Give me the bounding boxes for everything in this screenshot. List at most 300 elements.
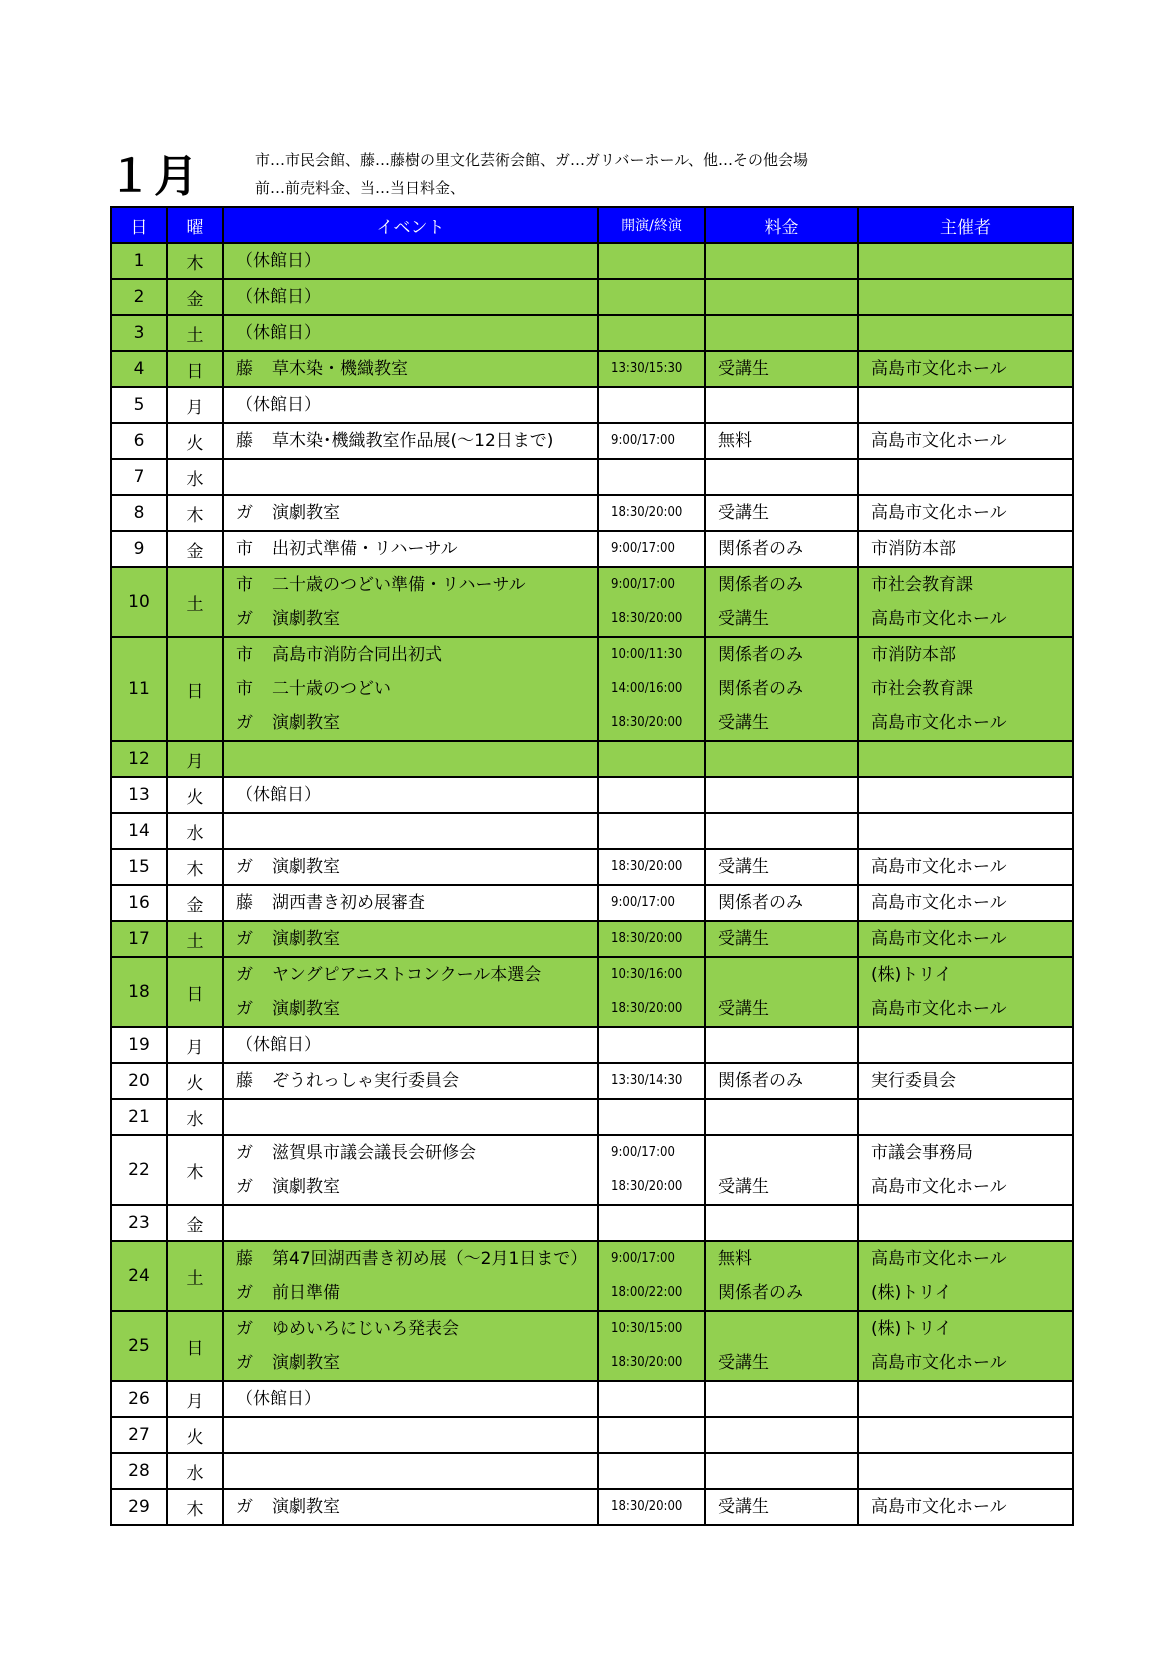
- venue-code: 藤: [236, 1071, 253, 1091]
- weekday-cell: 火: [167, 1417, 223, 1453]
- time-line: 13:30/14:30: [611, 1073, 683, 1088]
- time-line: 10:30/15:00: [611, 1321, 683, 1336]
- day-cell: 28: [111, 1453, 167, 1489]
- fee-line: [706, 742, 857, 776]
- weekday-cell: 木: [167, 1489, 223, 1525]
- fee-line: 受講生: [718, 929, 769, 949]
- venue-code: ガ: [236, 929, 253, 949]
- fee-line: [706, 1418, 857, 1452]
- event-cell: [223, 567, 598, 637]
- weekday-cell: 土: [167, 921, 223, 957]
- organizer-cell: [858, 813, 1073, 849]
- event-cell: [223, 1489, 598, 1525]
- weekday-cell: 金: [167, 531, 223, 567]
- event-name: ヤングピアニストコンクール本選会: [272, 965, 542, 985]
- time-line: 10:00/11:30: [611, 647, 683, 662]
- event-cell: [223, 1381, 598, 1417]
- time-cell: [598, 1099, 705, 1135]
- header-event: イベント: [223, 207, 598, 243]
- time-cell: [598, 921, 705, 957]
- event-line: [224, 922, 597, 956]
- fee-cell: [705, 243, 858, 279]
- organizer-cell: [858, 1063, 1073, 1099]
- time-line: 18:30/20:00: [611, 931, 683, 946]
- table-row: [111, 849, 1073, 885]
- day-cell: 4: [111, 351, 167, 387]
- time-line: 18:30/20:00: [611, 1355, 683, 1370]
- event-cell: [223, 1135, 598, 1205]
- organizer-line: (株)トリイ: [871, 1319, 952, 1339]
- fee-cell: [705, 423, 858, 459]
- weekday-cell: 火: [167, 1063, 223, 1099]
- event-name: 湖西書き初め展審査: [272, 893, 425, 913]
- venue-code: ガ: [236, 1283, 253, 1303]
- day-cell: 7: [111, 459, 167, 495]
- fee-cell: [705, 1135, 858, 1205]
- time-cell: [598, 423, 705, 459]
- time-cell: [598, 1311, 705, 1381]
- time-cell: [598, 1381, 705, 1417]
- organizer-line: (株)トリイ: [871, 965, 952, 985]
- event-line: [224, 460, 597, 494]
- time-line: 18:30/20:00: [611, 1179, 683, 1194]
- event-line: [224, 1490, 597, 1524]
- header-day: 日: [111, 207, 167, 243]
- event-line: [224, 778, 597, 812]
- fee-cell: [705, 1063, 858, 1099]
- event-name: 演劇教室: [272, 609, 340, 629]
- table-row: [111, 351, 1073, 387]
- weekday-cell: 日: [167, 957, 223, 1027]
- weekday-cell: 土: [167, 567, 223, 637]
- event-name: 高島市消防合同出初式: [272, 645, 442, 665]
- organizer-cell: [858, 387, 1073, 423]
- table-row: [111, 1311, 1073, 1381]
- event-cell: [223, 531, 598, 567]
- header-fee: 料金: [705, 207, 858, 243]
- time-line: 18:30/20:00: [611, 505, 683, 520]
- event-line: [224, 1028, 597, 1062]
- weekday-cell: 火: [167, 423, 223, 459]
- event-name: 演劇教室: [272, 1177, 340, 1197]
- venue-code: ガ: [236, 503, 253, 523]
- organizer-line: 高島市文化ホール: [871, 1353, 1007, 1373]
- time-line: 14:00/16:00: [611, 681, 683, 696]
- fee-cell: [705, 849, 858, 885]
- table-row: [111, 315, 1073, 351]
- organizer-cell: [858, 741, 1073, 777]
- organizer-cell: [858, 459, 1073, 495]
- organizer-cell: [858, 531, 1073, 567]
- organizer-line: 高島市文化ホール: [871, 857, 1007, 877]
- organizer-cell: [858, 1311, 1073, 1381]
- time-line: [599, 1418, 704, 1452]
- organizer-line: [859, 742, 1072, 776]
- time-line: 18:30/20:00: [611, 611, 683, 626]
- time-line: 9:00/17:00: [611, 1251, 675, 1266]
- time-cell: [598, 777, 705, 813]
- table-row: [111, 531, 1073, 567]
- event-line: [224, 992, 597, 1026]
- organizer-cell: [858, 777, 1073, 813]
- table-row: [111, 921, 1073, 957]
- fee-cell: [705, 637, 858, 741]
- fee-cell: [705, 813, 858, 849]
- organizer-line: [859, 1382, 1072, 1416]
- table-row: [111, 885, 1073, 921]
- time-line: 9:00/17:00: [611, 433, 675, 448]
- organizer-cell: [858, 1135, 1073, 1205]
- event-cell: [223, 777, 598, 813]
- event-cell: [223, 459, 598, 495]
- time-cell: [598, 315, 705, 351]
- event-line: [224, 352, 597, 386]
- event-line: [224, 424, 597, 458]
- fee-line: [706, 778, 857, 812]
- event-name: 滋賀県市議会議長会研修会: [272, 1143, 476, 1163]
- time-cell: [598, 459, 705, 495]
- organizer-cell: [858, 957, 1073, 1027]
- fee-cell: [705, 531, 858, 567]
- event-line: [224, 706, 597, 740]
- time-cell: [598, 885, 705, 921]
- event-cell: [223, 423, 598, 459]
- organizer-line: 高島市文化ホール: [871, 503, 1007, 523]
- weekday-cell: 月: [167, 387, 223, 423]
- time-cell: [598, 243, 705, 279]
- day-cell: 1: [111, 243, 167, 279]
- table-row: [111, 459, 1073, 495]
- organizer-cell: [858, 1453, 1073, 1489]
- venue-code: ガ: [236, 999, 253, 1019]
- event-name: 演劇教室: [272, 999, 340, 1019]
- fee-line: [706, 316, 857, 350]
- legend-venues: 市…市民会館、藤…藤樹の里文化芸術会館、ガ…ガリバーホール、他…その他会場: [255, 151, 809, 169]
- weekday-cell: 金: [167, 279, 223, 315]
- event-cell: [223, 315, 598, 351]
- event-cell: [223, 1027, 598, 1063]
- event-line: [224, 568, 597, 602]
- event-line: [224, 1136, 597, 1170]
- time-cell: [598, 1063, 705, 1099]
- weekday-cell: 土: [167, 1241, 223, 1311]
- organizer-line: [859, 460, 1072, 494]
- fee-cell: [705, 387, 858, 423]
- fee-line: 受講生: [718, 609, 769, 629]
- time-cell: [598, 531, 705, 567]
- event-cell: [223, 885, 598, 921]
- event-line: [224, 280, 597, 314]
- fee-line: [706, 1382, 857, 1416]
- time-line: 18:30/20:00: [611, 859, 683, 874]
- time-cell: [598, 637, 705, 741]
- fee-line: 無料: [718, 431, 752, 451]
- event-cell: [223, 1205, 598, 1241]
- event-name: 二十歳のつどい: [272, 679, 391, 699]
- fee-cell: [705, 351, 858, 387]
- event-line: [224, 1312, 597, 1346]
- event-cell: [223, 1241, 598, 1311]
- event-line: [224, 886, 597, 920]
- organizer-line: [859, 280, 1072, 314]
- organizer-line: [859, 814, 1072, 848]
- event-cell: [223, 387, 598, 423]
- time-line: [599, 778, 704, 812]
- event-line: [224, 1064, 597, 1098]
- time-line: [599, 244, 704, 278]
- venue-code: 市: [236, 539, 253, 559]
- event-cell: [223, 849, 598, 885]
- event-name: （休館日）: [236, 1389, 321, 1409]
- fee-line: 受講生: [718, 713, 769, 733]
- venue-code: 市: [236, 679, 253, 699]
- day-cell: 29: [111, 1489, 167, 1525]
- organizer-cell: [858, 1417, 1073, 1453]
- event-name: （休館日）: [236, 251, 321, 271]
- organizer-cell: [858, 1205, 1073, 1241]
- day-cell: 19: [111, 1027, 167, 1063]
- event-cell: [223, 741, 598, 777]
- day-cell: 21: [111, 1099, 167, 1135]
- event-line: [224, 1454, 597, 1488]
- table-body: [111, 243, 1073, 1525]
- time-cell: [598, 849, 705, 885]
- table-row: [111, 1027, 1073, 1063]
- fee-cell: [705, 741, 858, 777]
- fee-line: [706, 958, 857, 992]
- fee-line: 関係者のみ: [718, 575, 803, 595]
- event-line: [224, 672, 597, 706]
- fee-cell: [705, 1205, 858, 1241]
- weekday-cell: 日: [167, 637, 223, 741]
- weekday-cell: 木: [167, 849, 223, 885]
- legend: [255, 146, 808, 202]
- header-weekday: 曜: [167, 207, 223, 243]
- time-line: 18:30/20:00: [611, 1499, 683, 1514]
- event-name: 演劇教室: [272, 713, 340, 733]
- day-cell: 10: [111, 567, 167, 637]
- time-line: 18:00/22:00: [611, 1285, 683, 1300]
- event-line: [224, 1100, 597, 1134]
- fee-cell: [705, 279, 858, 315]
- day-cell: 8: [111, 495, 167, 531]
- organizer-cell: [858, 243, 1073, 279]
- weekday-cell: 木: [167, 1135, 223, 1205]
- organizer-line: [859, 244, 1072, 278]
- organizer-cell: [858, 885, 1073, 921]
- fee-line: [706, 1136, 857, 1170]
- day-cell: 3: [111, 315, 167, 351]
- time-cell: [598, 1453, 705, 1489]
- table-row: [111, 1205, 1073, 1241]
- venue-code: ガ: [236, 1143, 253, 1163]
- event-line: [224, 814, 597, 848]
- event-cell: [223, 1417, 598, 1453]
- organizer-line: [859, 1206, 1072, 1240]
- weekday-cell: 木: [167, 243, 223, 279]
- fee-line: 受講生: [718, 857, 769, 877]
- event-name: 二十歳のつどい準備・リハーサル: [272, 575, 526, 595]
- organizer-cell: [858, 423, 1073, 459]
- table-row: [111, 243, 1073, 279]
- organizer-cell: [858, 315, 1073, 351]
- venue-code: ガ: [236, 713, 253, 733]
- day-cell: 16: [111, 885, 167, 921]
- table-row: [111, 1063, 1073, 1099]
- event-line: [224, 958, 597, 992]
- event-name: 第47回湖西書き初め展（～2月1日まで）: [272, 1249, 588, 1269]
- fee-line: 関係者のみ: [718, 539, 803, 559]
- table-row: [111, 279, 1073, 315]
- fee-cell: [705, 1417, 858, 1453]
- day-cell: 23: [111, 1205, 167, 1241]
- event-name: （休館日）: [236, 323, 321, 343]
- venue-code: ガ: [236, 1319, 253, 1339]
- event-line: [224, 850, 597, 884]
- header-time: 開演/終演: [598, 207, 705, 243]
- time-cell: [598, 1135, 705, 1205]
- weekday-cell: 金: [167, 1205, 223, 1241]
- event-name: 前日準備: [272, 1283, 340, 1303]
- event-cell: [223, 351, 598, 387]
- weekday-cell: 月: [167, 1381, 223, 1417]
- fee-cell: [705, 921, 858, 957]
- event-line: [224, 1170, 597, 1204]
- table-row: [111, 1489, 1073, 1525]
- fee-line: [706, 244, 857, 278]
- fee-line: 受講生: [718, 1353, 769, 1373]
- event-cell: [223, 243, 598, 279]
- time-line: [599, 316, 704, 350]
- organizer-line: 市消防本部: [871, 539, 956, 559]
- table-row: [111, 957, 1073, 1027]
- time-line: 9:00/17:00: [611, 1145, 675, 1160]
- event-line: [224, 244, 597, 278]
- table-row: [111, 495, 1073, 531]
- fee-cell: [705, 777, 858, 813]
- day-cell: 26: [111, 1381, 167, 1417]
- event-cell: [223, 279, 598, 315]
- organizer-cell: [858, 1099, 1073, 1135]
- venue-code: ガ: [236, 1177, 253, 1197]
- time-line: [599, 1454, 704, 1488]
- organizer-line: 実行委員会: [871, 1071, 956, 1091]
- organizer-line: 高島市文化ホール: [871, 929, 1007, 949]
- fee-cell: [705, 1311, 858, 1381]
- day-cell: 14: [111, 813, 167, 849]
- event-line: [224, 1242, 597, 1276]
- fee-line: [706, 460, 857, 494]
- table-row: [111, 637, 1073, 741]
- day-cell: 6: [111, 423, 167, 459]
- event-name: 演劇教室: [272, 503, 340, 523]
- time-line: [599, 1382, 704, 1416]
- organizer-cell: [858, 1489, 1073, 1525]
- event-cell: [223, 1453, 598, 1489]
- event-line: [224, 1276, 597, 1310]
- time-line: [599, 460, 704, 494]
- organizer-line: [859, 1100, 1072, 1134]
- fee-line: 関係者のみ: [718, 679, 803, 699]
- table-row: [111, 1099, 1073, 1135]
- time-line: [599, 388, 704, 422]
- organizer-line: 高島市文化ホール: [871, 893, 1007, 913]
- time-line: [599, 1100, 704, 1134]
- fee-cell: [705, 1241, 858, 1311]
- event-line: [224, 1418, 597, 1452]
- legend-fees: 前…前売料金、当…当日料金、: [255, 179, 466, 197]
- event-line: [224, 1206, 597, 1240]
- fee-cell: [705, 1099, 858, 1135]
- time-cell: [598, 1489, 705, 1525]
- time-line: [599, 1028, 704, 1062]
- day-cell: 24: [111, 1241, 167, 1311]
- event-calendar-table: [110, 206, 1074, 1526]
- fee-line: 関係者のみ: [718, 1071, 803, 1091]
- organizer-line: (株)トリイ: [871, 1283, 952, 1303]
- organizer-line: 市社会教育課: [871, 679, 973, 699]
- day-cell: 11: [111, 637, 167, 741]
- time-line: [599, 280, 704, 314]
- time-line: [599, 742, 704, 776]
- day-cell: 27: [111, 1417, 167, 1453]
- weekday-cell: 土: [167, 315, 223, 351]
- table-row: [111, 1241, 1073, 1311]
- fee-line: 関係者のみ: [718, 645, 803, 665]
- event-line: [224, 742, 597, 776]
- organizer-line: 高島市文化ホール: [871, 359, 1007, 379]
- event-name: （休館日）: [236, 1035, 321, 1055]
- time-cell: [598, 387, 705, 423]
- organizer-cell: [858, 849, 1073, 885]
- organizer-line: [859, 1418, 1072, 1452]
- weekday-cell: 日: [167, 1311, 223, 1381]
- fee-cell: [705, 1381, 858, 1417]
- organizer-cell: [858, 1027, 1073, 1063]
- time-line: [599, 1206, 704, 1240]
- day-cell: 22: [111, 1135, 167, 1205]
- day-cell: 20: [111, 1063, 167, 1099]
- event-cell: [223, 1311, 598, 1381]
- event-line: [224, 638, 597, 672]
- time-line: [599, 814, 704, 848]
- fee-line: 関係者のみ: [718, 1283, 803, 1303]
- organizer-line: 市議会事務局: [871, 1143, 973, 1163]
- month-title: １月: [108, 152, 200, 201]
- venue-code: ガ: [236, 857, 253, 877]
- time-cell: [598, 1241, 705, 1311]
- event-line: [224, 602, 597, 636]
- organizer-cell: [858, 351, 1073, 387]
- fee-cell: [705, 567, 858, 637]
- organizer-line: [859, 316, 1072, 350]
- day-cell: 13: [111, 777, 167, 813]
- time-line: 9:00/17:00: [611, 895, 675, 910]
- organizer-cell: [858, 637, 1073, 741]
- event-name: 演劇教室: [272, 929, 340, 949]
- fee-line: [706, 1028, 857, 1062]
- day-cell: 2: [111, 279, 167, 315]
- event-cell: [223, 921, 598, 957]
- organizer-cell: [858, 1381, 1073, 1417]
- event-line: [224, 1346, 597, 1380]
- time-cell: [598, 1417, 705, 1453]
- venue-code: 市: [236, 575, 253, 595]
- event-name: （休館日）: [236, 395, 321, 415]
- day-cell: 15: [111, 849, 167, 885]
- fee-line: 関係者のみ: [718, 893, 803, 913]
- event-name: 出初式準備・リハーサル: [272, 539, 458, 559]
